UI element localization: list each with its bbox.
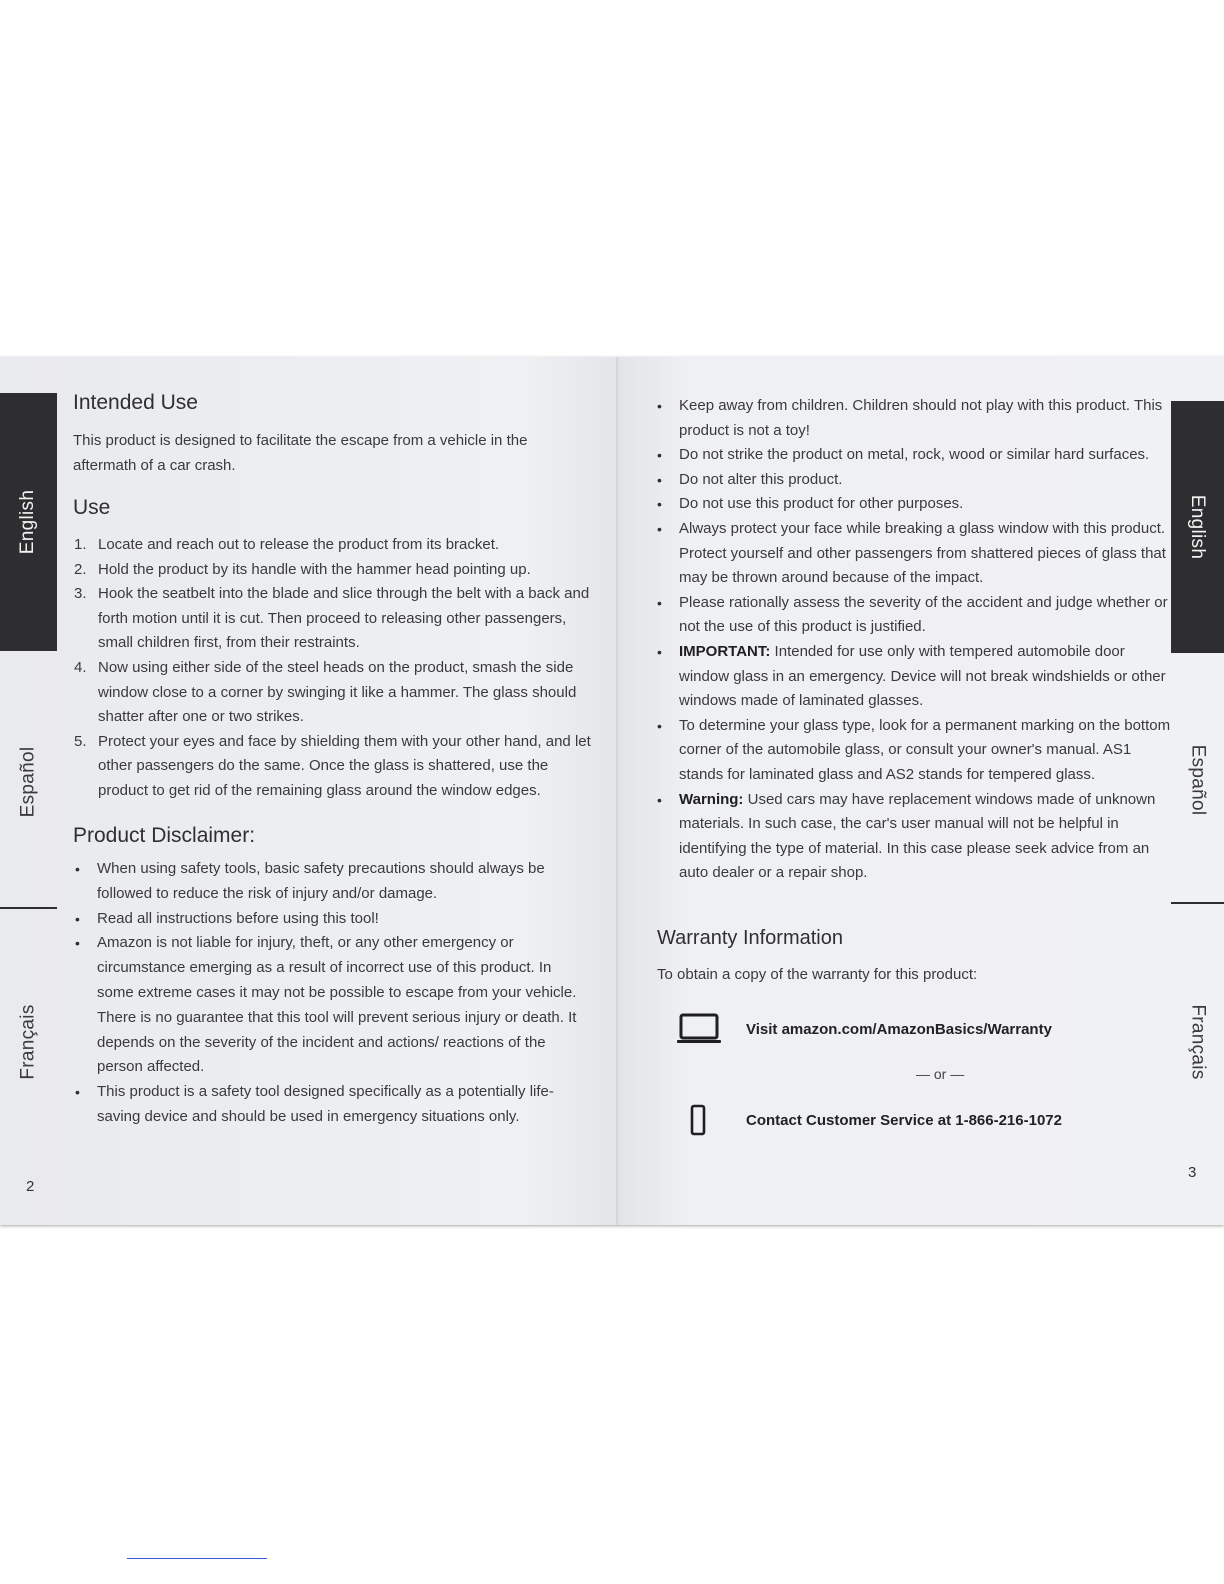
- left-page: [0, 357, 618, 1225]
- tab-francais-right: [1171, 917, 1224, 1167]
- safety-item-text: To determine your glass type, look for a permanent marking on the bottom corner of the automobile glass, or consult your owner's manual. AS1 stands for laminated glass and AS2 stands for tempered glass.: [679, 716, 1171, 783]
- use-heading: Use: [73, 496, 111, 519]
- safety-item-text: Keep away from children. Children should not play with this product. This product is not a toy!: [679, 397, 1163, 439]
- warranty-phone-row: [690, 1104, 1062, 1136]
- safety-item-bold: IMPORTANT:: [679, 642, 771, 660]
- right-page: [618, 357, 1224, 1225]
- use-step: [74, 656, 593, 730]
- tab-label: English: [1187, 494, 1209, 560]
- use-step: [74, 582, 593, 656]
- step-number: 1.: [74, 536, 87, 553]
- tab-label: English: [17, 489, 39, 555]
- safety-item-text: Do not use this product for other purposes.: [679, 495, 964, 513]
- tab-english-right: [1171, 401, 1224, 653]
- safety-item-text: Intended for use only with tempered automobile door window glass in an emergency. Device will not break windshields or other windows made of laminated glasses.: [679, 642, 1166, 710]
- use-step: [74, 730, 593, 804]
- step-number: 3.: [74, 585, 87, 603]
- safety-item-bold: Warning:: [679, 790, 744, 808]
- tab-label: Français: [1187, 1004, 1209, 1080]
- footer-rule: [127, 1558, 267, 1559]
- tab-espanol-left: [0, 657, 57, 907]
- step-number: 4.: [74, 658, 87, 676]
- use-steps: [74, 533, 593, 804]
- warranty-intro: To obtain a copy of the warranty for this product:: [657, 966, 978, 983]
- safety-item: [679, 468, 1171, 493]
- disclaimer-heading: Product Disclaimer:: [73, 824, 256, 847]
- warranty-visit-row: [676, 1012, 1052, 1046]
- use-step: [74, 558, 593, 583]
- step-text: Locate and reach out to release the product from its bracket.: [98, 536, 500, 553]
- intended-use-text: This product is designed to facilitate the escape from a vehicle in the aftermath of a car crash.: [73, 432, 528, 474]
- tab-divider: [1171, 902, 1224, 904]
- warranty-heading: Warranty Information: [657, 927, 843, 949]
- phone-icon: [690, 1104, 706, 1136]
- or-separator: — or —: [916, 1066, 965, 1082]
- safety-item-text: Do not strike the product on metal, rock, wood or similar hard surfaces.: [679, 446, 1150, 464]
- disclaimer-item: • When using safety tools, basic safety precautions should always be followed to reduce the risk of injury and/or damage.: [97, 857, 587, 907]
- page-number-right: 3: [1188, 1164, 1197, 1181]
- laptop-icon: [676, 1012, 722, 1046]
- safety-item-text: Please rationally assess the severity of the accident and judge whether or not the use of this product is justified.: [679, 593, 1168, 636]
- safety-item: [679, 394, 1171, 443]
- use-step: [74, 533, 593, 558]
- tab-label: Español: [1187, 744, 1209, 815]
- step-text: Now using either side of the steel heads on the product, smash the side window close to a corner by swinging it like a hammer. The glass should shatter after one or two strikes.: [98, 658, 577, 726]
- tab-english-left: [0, 393, 57, 651]
- step-number: 5.: [74, 732, 87, 750]
- step-text: Protect your eyes and face by shielding them with your other hand, and let other passengers do the same. Once the glass is shattered, use the product to get rid of the remaining glass around the window edges.: [98, 732, 591, 799]
- tab-label: Français: [17, 1004, 39, 1080]
- step-text: Hook the seatbelt into the blade and slice through the belt with a back and forth motion until it is cut. Then proceed to releasing other passengers, small children first, from their restraints.: [98, 585, 590, 652]
- disclaimer-list: [97, 857, 587, 1130]
- safety-item: [679, 640, 1171, 714]
- warranty-visit-link[interactable]: Visit amazon.com/AmazonBasics/Warranty: [746, 1020, 1052, 1038]
- instruction-booklet: [0, 357, 1224, 1225]
- tab-francais-left: [0, 917, 57, 1167]
- step-number: 2.: [74, 560, 87, 578]
- step-text: Hold the product by its handle with the hammer head pointing up.: [98, 560, 531, 578]
- disclaimer-item: • Read all instructions before using this tool!: [97, 907, 587, 932]
- safety-item-text: Do not alter this product.: [679, 470, 843, 488]
- tab-divider: [0, 907, 57, 909]
- safety-item: [679, 591, 1171, 640]
- tab-espanol-right: [1171, 657, 1224, 902]
- safety-item: [679, 492, 1171, 517]
- safety-item: [679, 443, 1171, 468]
- customer-service-phone[interactable]: Contact Customer Service at 1-866-216-1072: [746, 1111, 1062, 1129]
- safety-item: [679, 714, 1171, 788]
- safety-item: [679, 788, 1171, 886]
- safety-item: [679, 517, 1171, 591]
- safety-list: [679, 394, 1171, 886]
- page-number-left: 2: [26, 1178, 35, 1195]
- safety-item-text: Used cars may have replacement windows made of unknown materials. In such case, the car's user manual will not be helpful in identifying the type of material. In this case please seek advice from an auto dealer or a repair shop.: [679, 790, 1156, 882]
- disclaimer-item: • Amazon is not liable for injury, theft, or any other emergency or circumstance emerging as a result of incorrect use of this product. In some extreme cases it may not be possible to escape from your vehicle. There is no guarantee that this tool will prevent serious injury or death. It depends on the severity of the incident and actions/ reactions of the person affected.: [97, 931, 587, 1080]
- tab-label: Español: [17, 746, 39, 818]
- disclaimer-item: • This product is a safety tool designed specifically as a potentially life-saving device and should be used in emergency situations only.: [97, 1080, 587, 1130]
- intended-use-heading: Intended Use: [73, 391, 198, 414]
- safety-item-text: Always protect your face while breaking a glass window with this product. Protect yourself and other passengers from shattered pieces of glass that may be thrown around because of the impact.: [679, 519, 1166, 587]
